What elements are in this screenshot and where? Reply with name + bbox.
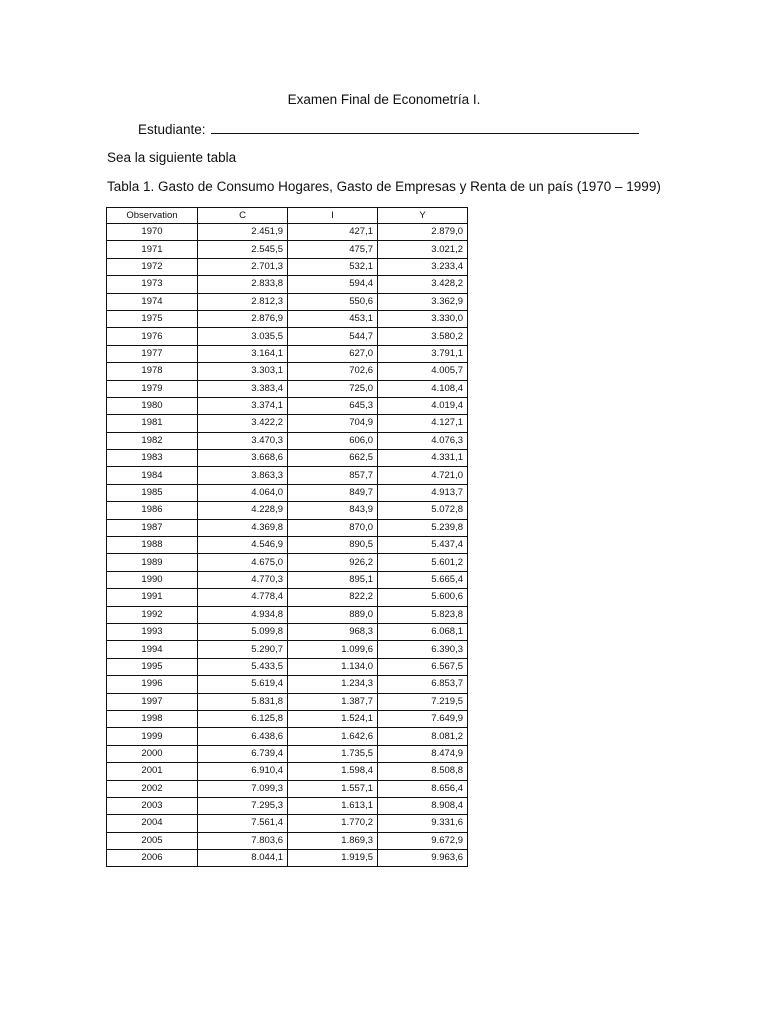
cell-year: 1978: [107, 363, 198, 380]
cell-year: 1994: [107, 641, 198, 658]
table-caption: Tabla 1. Gasto de Consumo Hogares, Gasto de Empresas y Renta de un país (1970 – 1999): [107, 179, 661, 194]
cell-year: 1982: [107, 432, 198, 449]
cell-i: 594,4: [288, 276, 378, 293]
table-row: [107, 467, 468, 484]
cell-c: 4.934,8: [198, 606, 288, 623]
student-field: [138, 121, 639, 137]
cell-year: 1998: [107, 710, 198, 727]
cell-y: 3.428,2: [378, 276, 468, 293]
header-y: Y: [378, 208, 468, 224]
table-row: [107, 345, 468, 362]
cell-year: 1975: [107, 310, 198, 327]
cell-c: 5.099,8: [198, 623, 288, 640]
table-row: [107, 397, 468, 414]
intro-text: Sea la siguiente tabla: [107, 150, 237, 165]
cell-year: 1999: [107, 728, 198, 745]
cell-c: 3.035,5: [198, 328, 288, 345]
cell-y: 3.362,9: [378, 293, 468, 310]
cell-year: 1993: [107, 623, 198, 640]
cell-c: 7.099,3: [198, 780, 288, 797]
cell-i: 627,0: [288, 345, 378, 362]
cell-y: 4.913,7: [378, 484, 468, 501]
cell-c: 3.422,2: [198, 415, 288, 432]
cell-i: 849,7: [288, 484, 378, 501]
cell-year: 2001: [107, 763, 198, 780]
table-row: [107, 728, 468, 745]
cell-y: 5.437,4: [378, 537, 468, 554]
cell-y: 8.081,2: [378, 728, 468, 745]
cell-year: 1971: [107, 241, 198, 258]
header-i: I: [288, 208, 378, 224]
table-row: [107, 571, 468, 588]
table-row: [107, 763, 468, 780]
table-row: [107, 850, 468, 867]
cell-i: 1.869,3: [288, 832, 378, 849]
cell-i: 1.234,3: [288, 676, 378, 693]
table-row: [107, 484, 468, 501]
table-row: [107, 380, 468, 397]
student-name-blank-line: [211, 121, 639, 134]
table-row: [107, 589, 468, 606]
cell-c: 5.619,4: [198, 676, 288, 693]
cell-c: 3.303,1: [198, 363, 288, 380]
cell-c: 2.812,3: [198, 293, 288, 310]
cell-i: 645,3: [288, 397, 378, 414]
cell-i: 704,9: [288, 415, 378, 432]
cell-i: 889,0: [288, 606, 378, 623]
cell-i: 550,6: [288, 293, 378, 310]
table-row: [107, 797, 468, 814]
table-row: [107, 293, 468, 310]
table-body: [107, 224, 468, 867]
cell-i: 1.598,4: [288, 763, 378, 780]
cell-y: 5.665,4: [378, 571, 468, 588]
cell-y: 4.076,3: [378, 432, 468, 449]
cell-y: 3.233,4: [378, 258, 468, 275]
table-row: [107, 537, 468, 554]
table-row: [107, 519, 468, 536]
table-header-row: [107, 208, 468, 224]
cell-y: 8.656,4: [378, 780, 468, 797]
cell-year: 2004: [107, 815, 198, 832]
cell-year: 1989: [107, 554, 198, 571]
cell-y: 5.601,2: [378, 554, 468, 571]
cell-y: 2.879,0: [378, 224, 468, 241]
table-row: [107, 502, 468, 519]
cell-i: 1.770,2: [288, 815, 378, 832]
table-row: [107, 450, 468, 467]
table-row: [107, 554, 468, 571]
cell-y: 6.390,3: [378, 641, 468, 658]
cell-y: 3.580,2: [378, 328, 468, 345]
cell-i: 822,2: [288, 589, 378, 606]
cell-c: 6.125,8: [198, 710, 288, 727]
cell-y: 6.567,5: [378, 658, 468, 675]
cell-year: 1997: [107, 693, 198, 710]
cell-year: 2003: [107, 797, 198, 814]
cell-i: 1.524,1: [288, 710, 378, 727]
cell-i: 662,5: [288, 450, 378, 467]
cell-c: 5.290,7: [198, 641, 288, 658]
cell-year: 1983: [107, 450, 198, 467]
cell-y: 5.823,8: [378, 606, 468, 623]
table-row: [107, 606, 468, 623]
table-row: [107, 415, 468, 432]
cell-i: 843,9: [288, 502, 378, 519]
cell-i: 1.919,5: [288, 850, 378, 867]
cell-c: 4.064,0: [198, 484, 288, 501]
cell-i: 475,7: [288, 241, 378, 258]
cell-year: 1972: [107, 258, 198, 275]
table-row: [107, 710, 468, 727]
cell-year: 1990: [107, 571, 198, 588]
cell-year: 1970: [107, 224, 198, 241]
cell-year: 1977: [107, 345, 198, 362]
cell-year: 1992: [107, 606, 198, 623]
cell-c: 2.876,9: [198, 310, 288, 327]
cell-year: 1988: [107, 537, 198, 554]
cell-c: 2.701,3: [198, 258, 288, 275]
cell-i: 532,1: [288, 258, 378, 275]
table-row: [107, 832, 468, 849]
cell-year: 1985: [107, 484, 198, 501]
cell-i: 870,0: [288, 519, 378, 536]
cell-y: 4.005,7: [378, 363, 468, 380]
cell-c: 8.044,1: [198, 850, 288, 867]
cell-year: 1980: [107, 397, 198, 414]
cell-i: 1.099,6: [288, 641, 378, 658]
header-c: C: [198, 208, 288, 224]
cell-i: 926,2: [288, 554, 378, 571]
cell-c: 5.433,5: [198, 658, 288, 675]
cell-y: 8.908,4: [378, 797, 468, 814]
cell-i: 857,7: [288, 467, 378, 484]
cell-year: 1984: [107, 467, 198, 484]
table-row: [107, 258, 468, 275]
cell-y: 4.127,1: [378, 415, 468, 432]
cell-i: 1.735,5: [288, 745, 378, 762]
cell-y: 6.853,7: [378, 676, 468, 693]
cell-c: 3.374,1: [198, 397, 288, 414]
cell-year: 2005: [107, 832, 198, 849]
cell-y: 9.672,9: [378, 832, 468, 849]
cell-c: 3.470,3: [198, 432, 288, 449]
cell-y: 7.649,9: [378, 710, 468, 727]
table-row: [107, 432, 468, 449]
exam-title: Examen Final de Econometría I.: [287, 92, 481, 107]
header-observation: Observation: [107, 208, 198, 224]
cell-c: 3.383,4: [198, 380, 288, 397]
cell-y: 5.072,8: [378, 502, 468, 519]
cell-i: 1.642,6: [288, 728, 378, 745]
cell-y: 5.239,8: [378, 519, 468, 536]
cell-i: 1.557,1: [288, 780, 378, 797]
cell-y: 6.068,1: [378, 623, 468, 640]
cell-i: 544,7: [288, 328, 378, 345]
cell-year: 1979: [107, 380, 198, 397]
cell-y: 8.508,8: [378, 763, 468, 780]
cell-y: 4.721,0: [378, 467, 468, 484]
cell-y: 8.474,9: [378, 745, 468, 762]
cell-c: 3.863,3: [198, 467, 288, 484]
cell-i: 890,5: [288, 537, 378, 554]
data-table: [106, 207, 468, 867]
cell-i: 725,0: [288, 380, 378, 397]
cell-year: 1973: [107, 276, 198, 293]
cell-c: 4.228,9: [198, 502, 288, 519]
cell-i: 453,1: [288, 310, 378, 327]
cell-c: 4.546,9: [198, 537, 288, 554]
cell-year: 1976: [107, 328, 198, 345]
cell-year: 1991: [107, 589, 198, 606]
cell-c: 4.675,0: [198, 554, 288, 571]
table-row: [107, 328, 468, 345]
cell-y: 5.600,6: [378, 589, 468, 606]
cell-c: 7.295,3: [198, 797, 288, 814]
cell-i: 1.134,0: [288, 658, 378, 675]
cell-i: 1.387,7: [288, 693, 378, 710]
cell-c: 4.778,4: [198, 589, 288, 606]
table-row: [107, 780, 468, 797]
cell-y: 4.331,1: [378, 450, 468, 467]
cell-y: 3.330,0: [378, 310, 468, 327]
table-row: [107, 658, 468, 675]
cell-i: 895,1: [288, 571, 378, 588]
table-row: [107, 676, 468, 693]
table-row: [107, 745, 468, 762]
cell-c: 5.831,8: [198, 693, 288, 710]
cell-year: 1974: [107, 293, 198, 310]
cell-y: 3.021,2: [378, 241, 468, 258]
cell-c: 3.164,1: [198, 345, 288, 362]
cell-y: 4.019,4: [378, 397, 468, 414]
cell-year: 2000: [107, 745, 198, 762]
cell-i: 1.613,1: [288, 797, 378, 814]
cell-year: 1987: [107, 519, 198, 536]
table-row: [107, 815, 468, 832]
cell-c: 6.739,4: [198, 745, 288, 762]
cell-year: 2002: [107, 780, 198, 797]
table-row: [107, 641, 468, 658]
cell-year: 2006: [107, 850, 198, 867]
table-row: [107, 276, 468, 293]
cell-y: 9.963,6: [378, 850, 468, 867]
table-row: [107, 241, 468, 258]
cell-c: 7.803,6: [198, 832, 288, 849]
cell-y: 4.108,4: [378, 380, 468, 397]
cell-c: 4.369,8: [198, 519, 288, 536]
cell-i: 427,1: [288, 224, 378, 241]
table-row: [107, 224, 468, 241]
cell-c: 3.668,6: [198, 450, 288, 467]
table-row: [107, 363, 468, 380]
cell-year: 1996: [107, 676, 198, 693]
table-row: [107, 693, 468, 710]
student-label: Estudiante:: [138, 122, 206, 137]
cell-c: 2.545,5: [198, 241, 288, 258]
cell-c: 6.910,4: [198, 763, 288, 780]
cell-year: 1995: [107, 658, 198, 675]
cell-i: 606,0: [288, 432, 378, 449]
table-row: [107, 623, 468, 640]
cell-year: 1981: [107, 415, 198, 432]
cell-year: 1986: [107, 502, 198, 519]
cell-c: 2.451,9: [198, 224, 288, 241]
cell-y: 7.219,5: [378, 693, 468, 710]
cell-i: 702,6: [288, 363, 378, 380]
cell-y: 3.791,1: [378, 345, 468, 362]
table-row: [107, 310, 468, 327]
cell-i: 968,3: [288, 623, 378, 640]
cell-c: 2.833,8: [198, 276, 288, 293]
cell-c: 7.561,4: [198, 815, 288, 832]
cell-y: 9.331,6: [378, 815, 468, 832]
cell-c: 6.438,6: [198, 728, 288, 745]
cell-c: 4.770,3: [198, 571, 288, 588]
